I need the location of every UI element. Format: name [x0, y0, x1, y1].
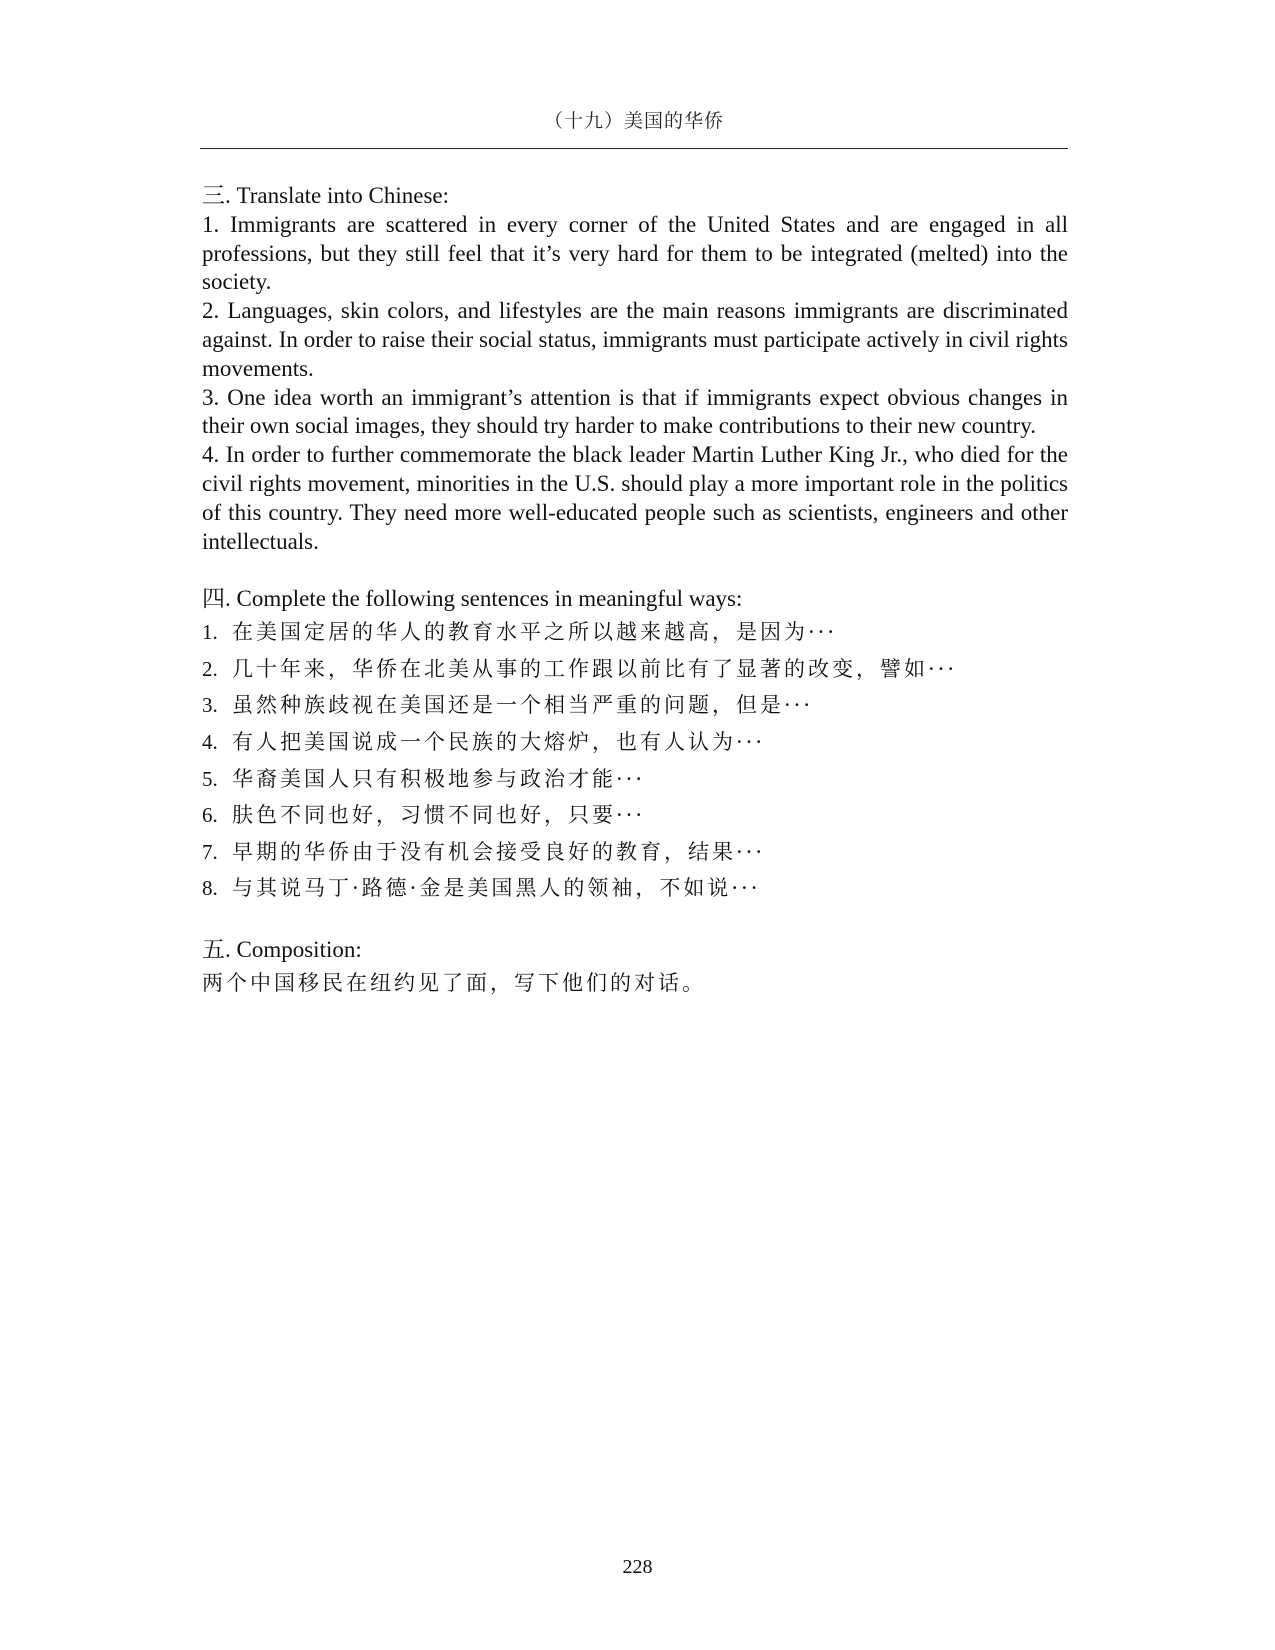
sentence-text: 与其说马丁·路德·金是美国黑人的领袖，不如说··· — [232, 876, 761, 901]
translate-item-4: 4. In order to further commemorate the black leader Martin Luther King Jr., who died for the civil rights movement, minorities in the U.S. should play a more important role in the politics of this country. They need more well-educated people such as scientists, engineers and other intellectuals. — [202, 442, 1068, 554]
sentence-text: 华裔美国人只有积极地参与政治才能··· — [232, 766, 646, 791]
section-3-number: 三 — [202, 183, 225, 209]
sentence-number: 7. — [202, 839, 218, 864]
sentence-number: 8. — [202, 876, 218, 901]
sentence-number: 3. — [202, 693, 218, 718]
sentence-item-8 — [202, 870, 1068, 907]
section-5-heading: . Composition: — [225, 936, 362, 962]
sentence-number: 4. — [202, 729, 218, 754]
running-header: （十九）美国的华侨 — [543, 110, 724, 132]
sentence-item-4 — [202, 724, 1068, 761]
sentence-item-3 — [202, 687, 1068, 724]
sentence-item-5 — [202, 761, 1068, 798]
section-4-heading: . Complete the following sentences in meaningful ways: — [225, 586, 743, 612]
sentence-item-6 — [202, 797, 1068, 834]
sentence-text: 在美国定居的华人的教育水平之所以越来越高，是因为··· — [232, 620, 838, 645]
page-content — [202, 182, 1068, 1001]
sentence-text: 早期的华侨由于没有机会接受良好的教育，结果··· — [232, 839, 766, 864]
sentence-number: 1. — [202, 620, 218, 645]
sentence-item-1 — [202, 614, 1068, 651]
section-5-title — [202, 936, 1068, 965]
sentence-number: 6. — [202, 803, 218, 828]
sentence-text: 虽然种族歧视在美国还是一个相当严重的问题，但是··· — [232, 693, 814, 718]
header-rule — [200, 148, 1068, 149]
section-gap — [202, 556, 1068, 585]
sentence-number: 2. — [202, 656, 218, 681]
section-4-title — [202, 585, 1068, 614]
page-number: 228 — [622, 1556, 653, 1578]
sentence-text: 有人把美国说成一个民族的大熔炉，也有人认为··· — [232, 729, 766, 754]
sentence-text: 几十年来，华侨在北美从事的工作跟以前比有了显著的改变，譬如··· — [232, 656, 958, 681]
sentence-item-7 — [202, 834, 1068, 871]
translate-item-3: 3. One idea worth an immigrant’s attention is that if immigrants expect obvious changes in their own social images, they should try harder to make contributions to their new country. — [202, 384, 1068, 439]
section-3-heading: . Translate into Chinese: — [225, 183, 450, 208]
section-gap — [202, 907, 1068, 936]
sentence-number: 5. — [202, 766, 218, 791]
sentence-item-2 — [202, 651, 1068, 688]
translate-item-2: 2. Languages, skin colors, and lifestyles are the main reasons immigrants are discriminated against. In order to raise their social status, immigrants must participate actively in civil rights movements. — [202, 298, 1068, 381]
section-4-number: 四 — [202, 586, 225, 613]
sentence-text: 肤色不同也好，习惯不同也好，只要··· — [232, 803, 646, 828]
section-3-title — [202, 182, 1068, 211]
section-5-number: 五 — [202, 936, 225, 963]
composition-prompt: 两个中国移民在纽约见了面，写下他们的对话。 — [202, 970, 706, 995]
translate-item-1: 1. Immigrants are scattered in every corner of the United States and are engaged in all professions, but they still feel that it’s very hard for them to be integrated (melted) into the society. — [202, 211, 1068, 295]
sentence-completion-list — [202, 614, 1068, 907]
